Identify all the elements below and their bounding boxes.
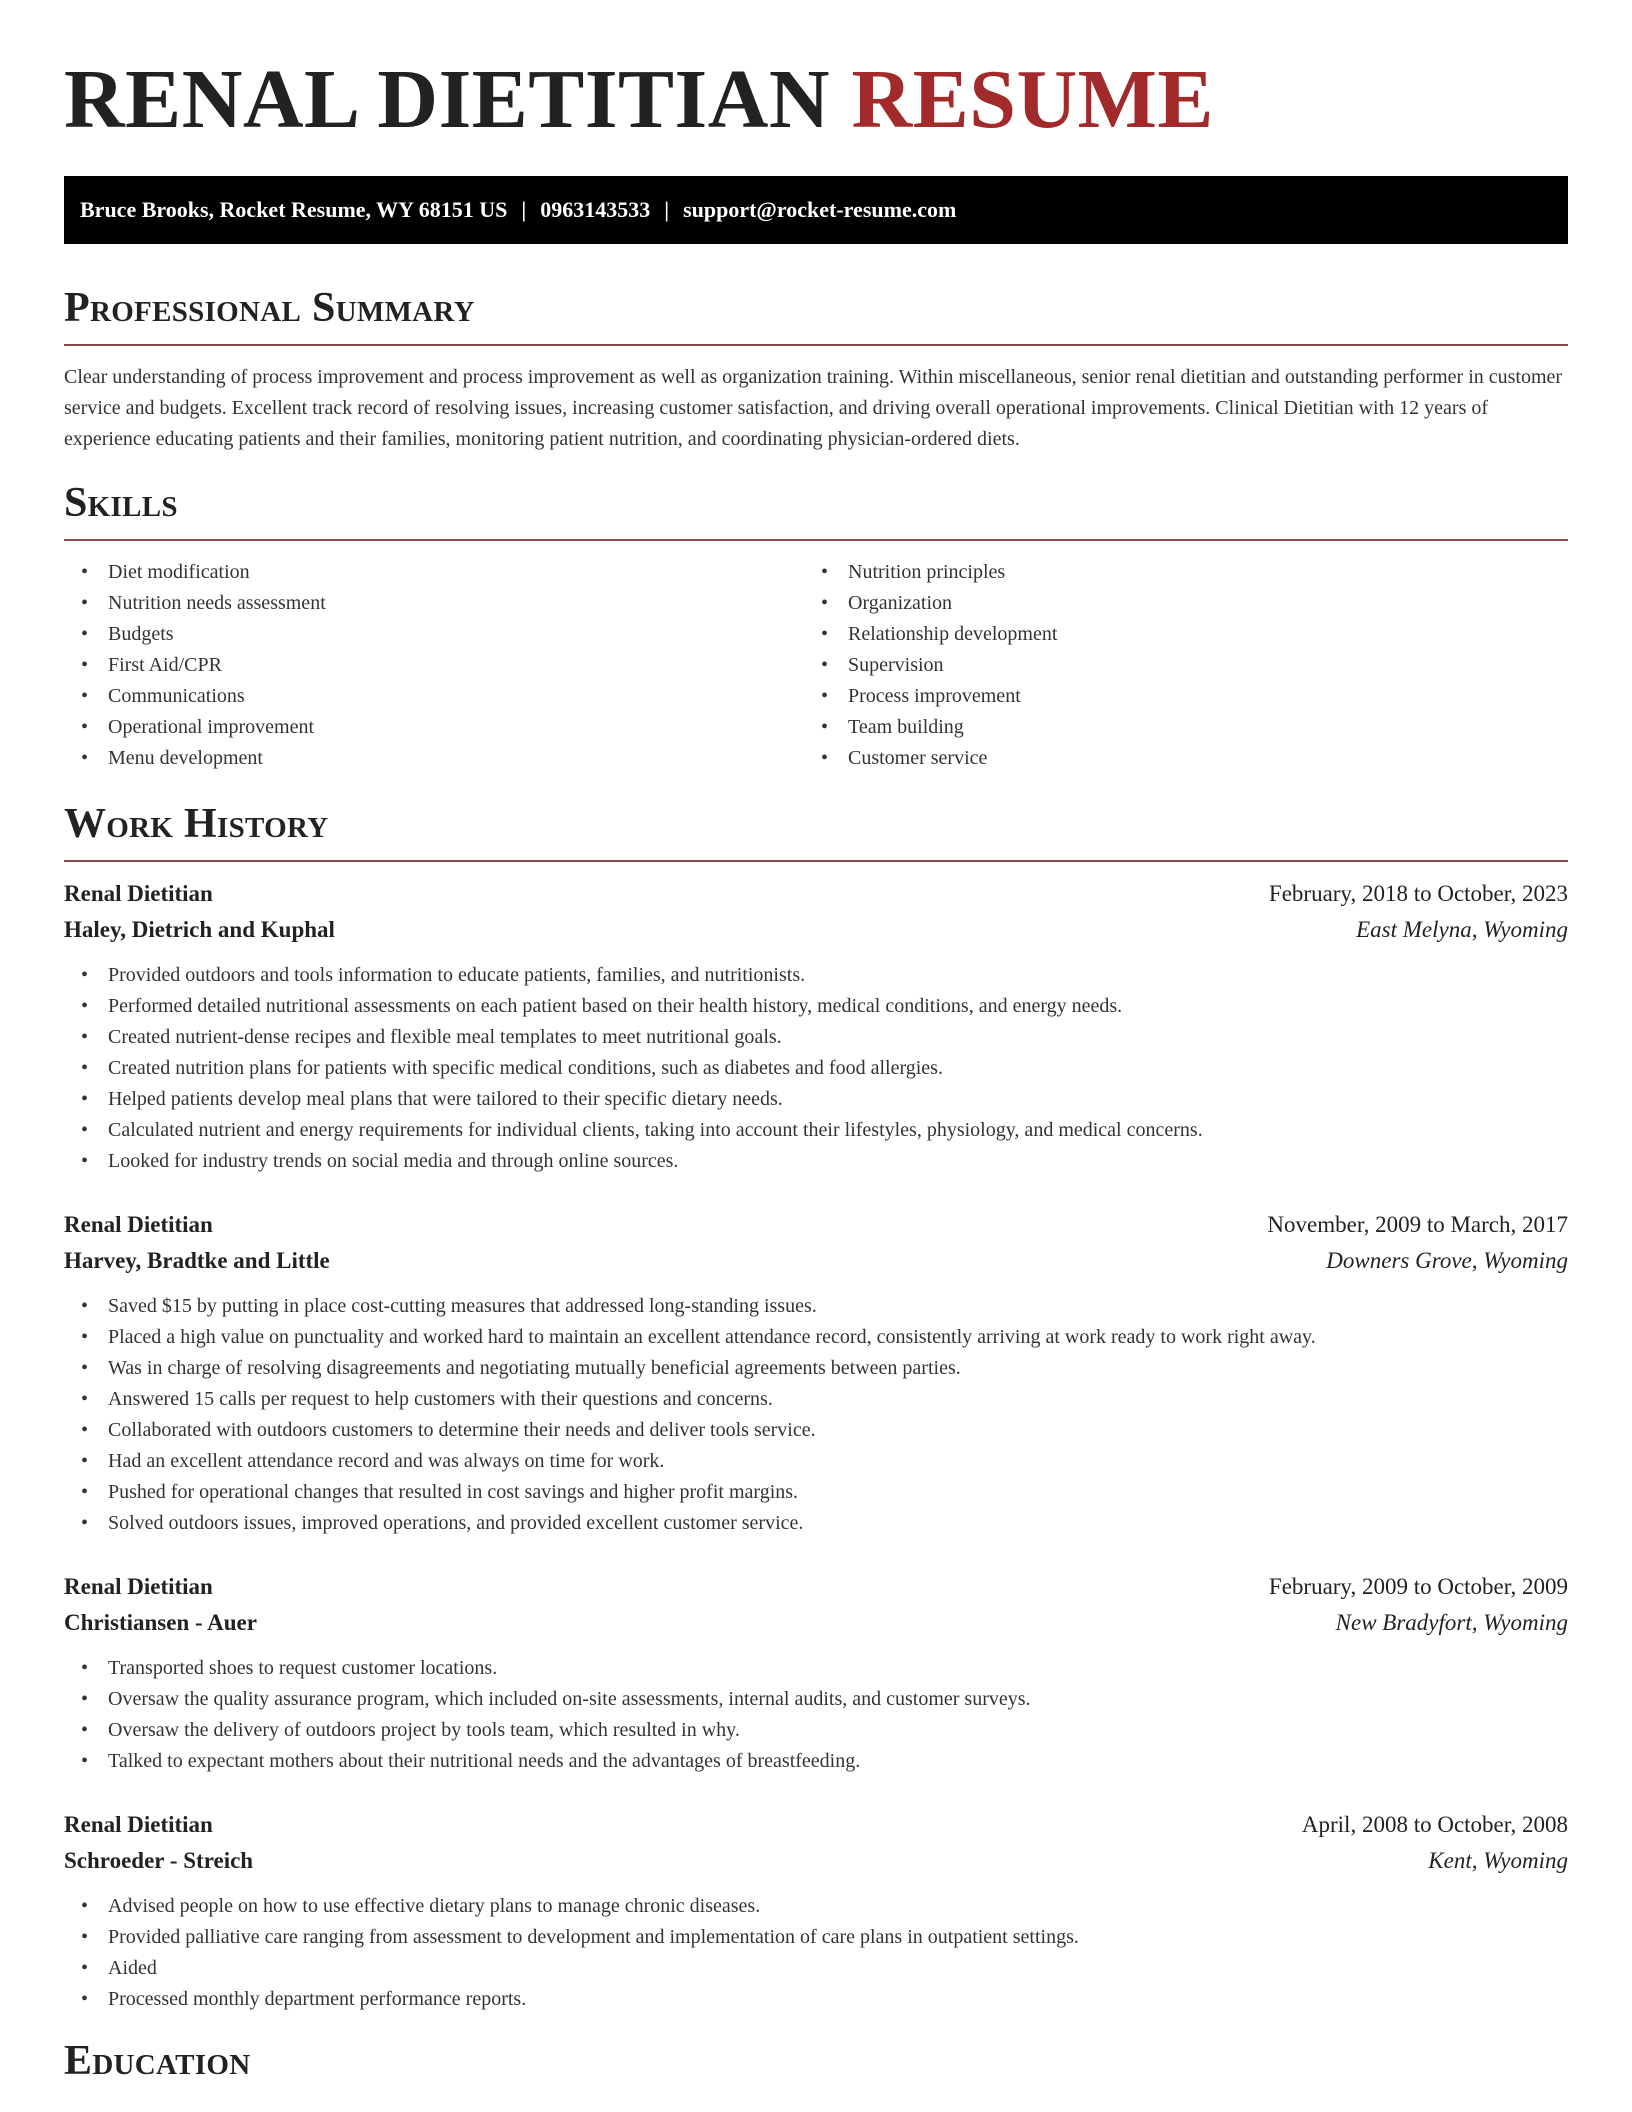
job-location: East Melyna, Wyoming bbox=[1356, 917, 1568, 942]
job-duty: • Collaborated with outdoors customers to determine their needs and deliver tools service. bbox=[64, 1415, 1568, 1446]
job-company-row bbox=[64, 1843, 1568, 1879]
section-divider bbox=[64, 539, 1568, 541]
job-company-row bbox=[64, 1605, 1568, 1641]
job-duty: • Placed a high value on punctuality and worked hard to maintain an excellent attendance record, consistently arriving at work ready to work right away. bbox=[64, 1322, 1568, 1353]
job-header-row bbox=[64, 1569, 1568, 1605]
job-entry bbox=[64, 876, 1568, 1177]
job-header-row bbox=[64, 1807, 1568, 1843]
resume-title bbox=[64, 0, 1568, 148]
summary-heading: Professional Summary bbox=[64, 285, 475, 331]
job-duty: • Helped patients develop meal plans that were tailored to their specific dietary needs. bbox=[64, 1084, 1568, 1115]
section-divider bbox=[64, 344, 1568, 346]
job-dates: February, 2009 to October, 2009 bbox=[1268, 1574, 1568, 1599]
skill-item: • Process improvement bbox=[804, 681, 1544, 712]
skill-item: • Operational improvement bbox=[64, 712, 804, 743]
job-entry bbox=[64, 1207, 1568, 1539]
job-title: Renal Dietitian bbox=[64, 1812, 213, 1837]
contact-address: Bruce Brooks, Rocket Resume, WY 68151 US bbox=[80, 197, 508, 222]
job-entry bbox=[64, 1569, 1568, 1777]
job-title: Renal Dietitian bbox=[64, 1574, 213, 1599]
job-header-row bbox=[64, 876, 1568, 912]
job-title: Renal Dietitian bbox=[64, 1212, 213, 1237]
job-duty: • Aided bbox=[64, 1953, 1568, 1984]
title-main: RENAL DIETITIAN bbox=[64, 53, 831, 146]
job-duty: • Saved $15 by putting in place cost-cutting measures that addressed long-standing issues. bbox=[64, 1291, 1568, 1322]
skills-section bbox=[64, 477, 1568, 774]
education-heading: Education bbox=[64, 2038, 251, 2084]
skills-right-column bbox=[804, 557, 1544, 774]
job-duty: • Transported shoes to request customer locations. bbox=[64, 1653, 1568, 1684]
job-duty: • Pushed for operational changes that resulted in cost savings and higher profit margins. bbox=[64, 1477, 1568, 1508]
job-duty: • Was in charge of resolving disagreements and negotiating mutually beneficial agreements between parties. bbox=[64, 1353, 1568, 1384]
job-title: Renal Dietitian bbox=[64, 881, 213, 906]
section-divider bbox=[64, 860, 1568, 862]
job-duties bbox=[64, 1891, 1568, 2015]
job-duty: • Solved outdoors issues, improved operations, and provided excellent customer service. bbox=[64, 1508, 1568, 1539]
skill-item: • Diet modification bbox=[64, 557, 804, 588]
job-duty: • Oversaw the delivery of outdoors project by tools team, which resulted in why. bbox=[64, 1715, 1568, 1746]
contact-phone: 0963143533 bbox=[540, 197, 651, 222]
job-duty: • Created nutrient-dense recipes and flexible meal templates to meet nutritional goals. bbox=[64, 1022, 1568, 1053]
job-duty: • Oversaw the quality assurance program, which included on-site assessments, internal audits, and customer surveys. bbox=[64, 1684, 1568, 1715]
title-accent: RESUME bbox=[851, 53, 1214, 146]
job-duty: • Provided outdoors and tools information to educate patients, families, and nutritionists. bbox=[64, 960, 1568, 991]
skill-item: • Nutrition principles bbox=[804, 557, 1544, 588]
job-duty: • Processed monthly department performance reports. bbox=[64, 1984, 1568, 2015]
job-company-row bbox=[64, 912, 1568, 948]
skill-item: • Relationship development bbox=[804, 619, 1544, 650]
job-location: Downers Grove, Wyoming bbox=[1326, 1248, 1568, 1273]
summary-section bbox=[64, 282, 1568, 455]
skill-item: • Team building bbox=[804, 712, 1544, 743]
job-dates: February, 2018 to October, 2023 bbox=[1268, 881, 1568, 906]
job-company: Schroeder - Streich bbox=[64, 1848, 254, 1873]
skill-item: • Budgets bbox=[64, 619, 804, 650]
job-company: Christiansen - Auer bbox=[64, 1610, 257, 1635]
skill-item: • Supervision bbox=[804, 650, 1544, 681]
education-section bbox=[64, 2035, 1568, 2087]
resume-page bbox=[64, 0, 1568, 2087]
job-duty: • Had an excellent attendance record and was always on time for work. bbox=[64, 1446, 1568, 1477]
job-header-row bbox=[64, 1207, 1568, 1243]
skill-item: • Communications bbox=[64, 681, 804, 712]
job-company-row bbox=[64, 1243, 1568, 1279]
job-duties bbox=[64, 1291, 1568, 1539]
job-duty: • Provided palliative care ranging from assessment to development and implementation of care plans in outpatient settings. bbox=[64, 1922, 1568, 1953]
work-history-heading: Work History bbox=[64, 801, 329, 847]
skill-item: • Organization bbox=[804, 588, 1544, 619]
job-location: New Bradyfort, Wyoming bbox=[1335, 1610, 1568, 1635]
contact-separator: | bbox=[664, 197, 670, 222]
job-location: Kent, Wyoming bbox=[1428, 1848, 1568, 1873]
skills-columns bbox=[64, 557, 1568, 774]
job-duty: • Answered 15 calls per request to help customers with their questions and concerns. bbox=[64, 1384, 1568, 1415]
skills-heading: Skills bbox=[64, 480, 178, 526]
job-duty: • Advised people on how to use effective dietary plans to manage chronic diseases. bbox=[64, 1891, 1568, 1922]
contact-email[interactable]: support@rocket-resume.com bbox=[683, 197, 957, 222]
skill-item: • Menu development bbox=[64, 743, 804, 774]
job-duty: • Talked to expectant mothers about their nutritional needs and the advantages of breastfeeding. bbox=[64, 1746, 1568, 1777]
summary-text: Clear understanding of process improvement and process improvement as well as organization training. Within miscellaneous, senior renal dietitian and outstanding performer in customer service and budgets. Excellent track record of resolving issues, increasing customer satisfaction, and driving overall operational improvements. Clinical Dietitian with 12 years of experience educating patients and their families, monitoring patient nutrition, and coordinating physician-ordered diets. bbox=[64, 366, 1563, 450]
job-duty: • Performed detailed nutritional assessments on each patient based on their health history, medical conditions, and energy needs. bbox=[64, 991, 1568, 1022]
job-dates: November, 2009 to March, 2017 bbox=[1267, 1212, 1568, 1237]
job-company: Haley, Dietrich and Kuphal bbox=[64, 917, 335, 942]
job-entry bbox=[64, 1807, 1568, 2015]
job-duty: • Calculated nutrient and energy requirements for individual clients, taking into account their lifestyles, physiology, and medical concerns. bbox=[64, 1115, 1568, 1146]
job-duty: • Looked for industry trends on social media and through online sources. bbox=[64, 1146, 1568, 1177]
job-duties bbox=[64, 960, 1568, 1177]
job-company: Harvey, Bradtke and Little bbox=[64, 1248, 330, 1273]
contact-bar bbox=[64, 176, 1568, 244]
skill-item: • First Aid/CPR bbox=[64, 650, 804, 681]
contact-separator: | bbox=[521, 197, 527, 222]
skills-left-column bbox=[64, 557, 804, 774]
work-history-section bbox=[64, 798, 1568, 2015]
skill-item: • Nutrition needs assessment bbox=[64, 588, 804, 619]
job-duty: • Created nutrition plans for patients with specific medical conditions, such as diabetes and food allergies. bbox=[64, 1053, 1568, 1084]
job-duties bbox=[64, 1653, 1568, 1777]
skill-item: • Customer service bbox=[804, 743, 1544, 774]
job-dates: April, 2008 to October, 2008 bbox=[1301, 1812, 1568, 1837]
